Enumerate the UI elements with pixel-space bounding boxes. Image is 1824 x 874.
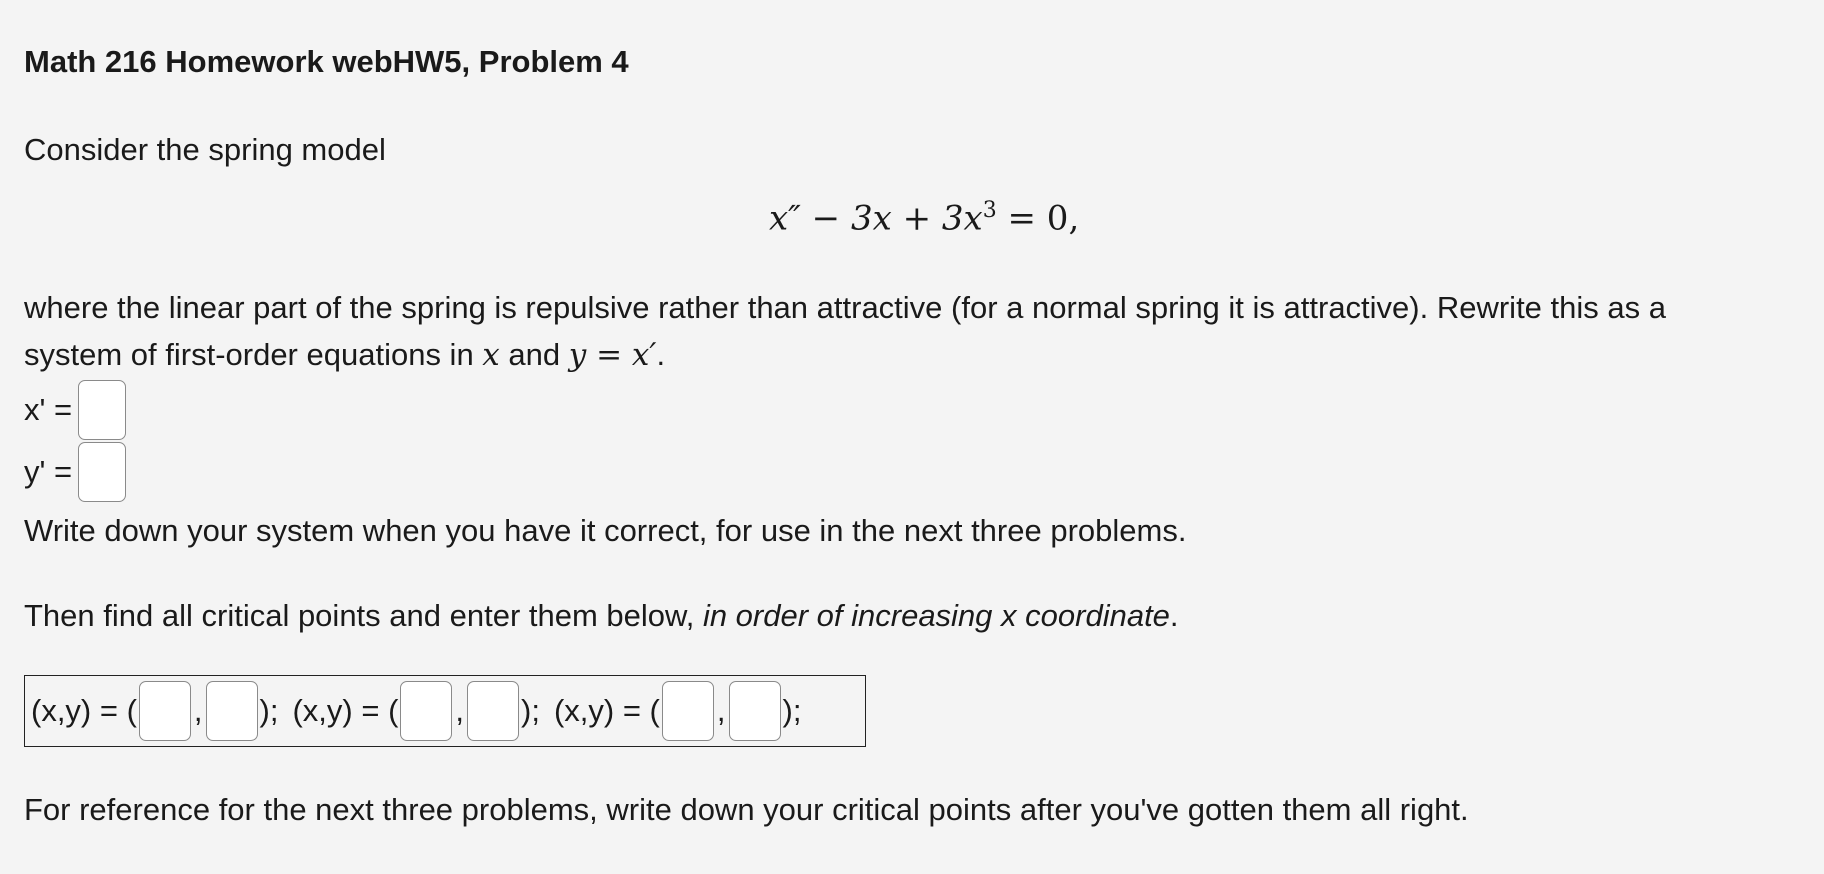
cp2-label: (x,y) = ( bbox=[292, 693, 399, 728]
cp2-comma: , bbox=[455, 693, 465, 728]
cp1-close: ); bbox=[259, 693, 279, 728]
cp1-label: (x,y) = ( bbox=[31, 693, 137, 728]
xprime-input[interactable] bbox=[78, 380, 126, 440]
cp1-y-input[interactable] bbox=[206, 681, 258, 741]
cp2-y-input[interactable] bbox=[467, 681, 519, 741]
cp3-label: (x,y) = ( bbox=[553, 693, 660, 728]
description-line-2 bbox=[24, 331, 665, 379]
variable-y-definition: y = x′ bbox=[568, 337, 657, 373]
reference-note: For reference for the next three problems, write down your critical points after you've gotten them all right. bbox=[24, 792, 1469, 827]
yprime-label: y' = bbox=[24, 454, 73, 489]
and-text: and bbox=[499, 337, 569, 372]
intro-text: Consider the spring model bbox=[24, 132, 386, 167]
cp3-comma: , bbox=[716, 693, 726, 728]
problem-title: Math 216 Homework webHW5, Problem 4 bbox=[24, 44, 629, 79]
instruction-emphasis: in order of increasing x coordinate bbox=[702, 598, 1170, 633]
write-down-system-text: Write down your system when you have it correct, for use in the next three problems. bbox=[24, 513, 1187, 548]
description-line-1: where the linear part of the spring is repulsive rather than attractive (for a normal spring it is attractive). Rewrite this as a bbox=[24, 290, 1666, 325]
yprime-input[interactable] bbox=[78, 442, 126, 502]
cp3-close: ); bbox=[782, 693, 802, 728]
critical-points-table bbox=[24, 675, 866, 747]
equation-lhs: x″ − 3x + 3x bbox=[769, 198, 983, 239]
equation-exponent: 3 bbox=[982, 198, 997, 223]
equation-rhs: = 0, bbox=[996, 198, 1080, 239]
instruction-suffix: . bbox=[1169, 598, 1179, 633]
yprime-row bbox=[24, 442, 126, 502]
instruction-prefix: Then find all critical points and enter them below, bbox=[24, 598, 703, 633]
cp3-x-input[interactable] bbox=[662, 681, 714, 741]
cp2-close: ); bbox=[521, 693, 540, 728]
description-line-2-prefix: system of first-order equations in bbox=[24, 337, 483, 372]
xprime-row bbox=[24, 380, 126, 440]
cp1-x-input[interactable] bbox=[139, 681, 191, 741]
cp2-x-input[interactable] bbox=[400, 681, 452, 741]
cp3-y-input[interactable] bbox=[729, 681, 781, 741]
description-period: . bbox=[656, 337, 666, 372]
xprime-label: x' = bbox=[24, 392, 73, 427]
variable-x: x bbox=[482, 337, 500, 373]
cp1-comma: , bbox=[193, 693, 203, 728]
critical-points-instruction bbox=[24, 592, 1179, 639]
spring-equation bbox=[769, 198, 1079, 238]
